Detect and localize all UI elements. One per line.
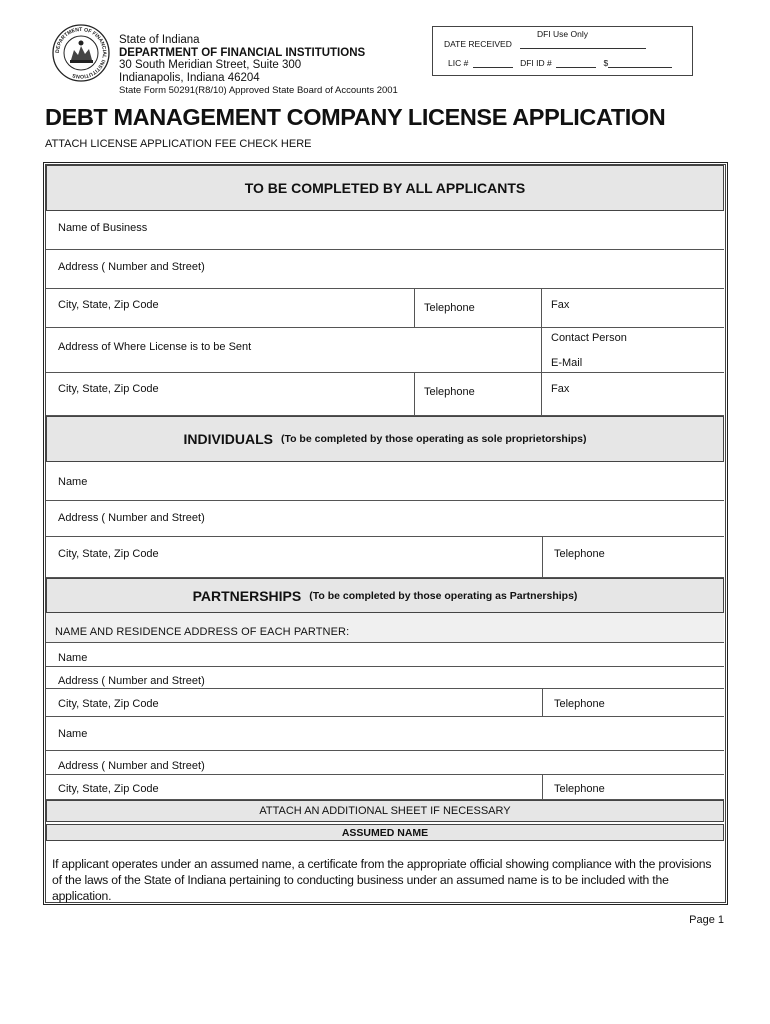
city-address: Indianapolis, Indiana 46204: [119, 71, 260, 84]
business-telephone-field[interactable]: Telephone: [424, 302, 475, 314]
dfi-box-title: DFI Use Only: [536, 29, 588, 39]
attach-sheet-note: ATTACH AN ADDITIONAL SHEET IF NECESSARY: [259, 805, 511, 817]
business-name-field[interactable]: Name of Business: [58, 222, 148, 234]
form-number-note: State Form 50291(R8/10) Approved State Board of Accounts 2001: [119, 85, 398, 97]
license-address-field[interactable]: Address of Where License is to be Sent: [58, 341, 252, 353]
attach-sheet-row: [46, 800, 724, 822]
page-title: DEBT MANAGEMENT COMPANY LICENSE APPLICATION: [45, 104, 666, 130]
partner-2-name-field[interactable]: Name: [58, 728, 88, 740]
contact-person-field[interactable]: Contact Person: [551, 332, 627, 344]
business-fax-field[interactable]: Fax: [551, 299, 570, 311]
all-applicants-heading: TO BE COMPLETED BY ALL APPLICANTS: [244, 180, 526, 196]
partnerships-heading: PARTNERSHIPS: [192, 587, 302, 604]
partner-2-address-field[interactable]: Address ( Number and Street): [58, 760, 205, 772]
individual-telephone-field[interactable]: Telephone: [554, 548, 605, 560]
lic-field[interactable]: [473, 58, 513, 68]
partner-2-telephone-field[interactable]: Telephone: [554, 783, 605, 795]
email-field[interactable]: E-Mail: [551, 357, 583, 369]
partner-1-city-field[interactable]: City, State, Zip Code: [58, 698, 159, 710]
assumed-name-header: [46, 824, 724, 841]
indiana-dfi-seal-icon: [52, 24, 110, 82]
individuals-note: (To be completed by those operating as sole proprietorships): [280, 433, 587, 445]
street-address: 30 South Meridian Street, Suite 300: [119, 59, 302, 72]
date-received-row: [444, 39, 646, 49]
partner-1-name-field[interactable]: Name: [58, 652, 88, 664]
fee-check-instruction: ATTACH LICENSE APPLICATION FEE CHECK HERE: [45, 138, 312, 150]
individual-city-field[interactable]: City, State, Zip Code: [58, 548, 159, 560]
partner-1-address-field[interactable]: Address ( Number and Street): [58, 675, 205, 687]
license-fax-field[interactable]: Fax: [551, 383, 570, 395]
seal-lettering: DEPARTMENT OF FINANCIAL INSTITUTIONS: [54, 26, 108, 80]
department-name: DEPARTMENT OF FINANCIAL INSTITUTIONS: [119, 46, 366, 59]
individual-name-field[interactable]: Name: [58, 476, 88, 488]
license-telephone-field[interactable]: Telephone: [424, 386, 475, 398]
date-received-field[interactable]: [520, 39, 646, 49]
dfi-use-only-box: [432, 26, 693, 76]
all-applicants-header: [46, 165, 724, 211]
date-received-label: DATE RECEIVED: [444, 39, 512, 49]
individuals-heading: INDIVIDUALS: [183, 431, 273, 447]
assumed-name-instruction: If applicant operates under an assumed name, a certificate from the appropriate official showing compliance with the provisions of the laws of the State of Indiana pertaining to conducting business under an assumed name is to be included with the application.: [52, 857, 712, 903]
partnerships-note: (To be completed by those operating as Partnerships): [309, 589, 578, 602]
individual-address-field[interactable]: Address ( Number and Street): [58, 512, 205, 524]
license-id-row: [448, 58, 672, 68]
page-number: Page 1: [689, 914, 724, 926]
license-city-field[interactable]: City, State, Zip Code: [58, 383, 159, 395]
fee-dollar-label: $: [603, 58, 609, 68]
lic-label: LIC #: [448, 58, 469, 68]
dfi-id-label: DFI ID #: [520, 58, 552, 68]
individuals-header: [46, 416, 724, 462]
assumed-name-heading: ASSUMED NAME: [341, 826, 429, 839]
fee-amount-field[interactable]: [608, 58, 672, 68]
partnerships-header: [46, 578, 724, 613]
state-name: State of Indiana: [119, 34, 200, 46]
agency-header: [119, 34, 398, 98]
partner-1-telephone-field[interactable]: Telephone: [554, 698, 605, 710]
business-address-field[interactable]: Address ( Number and Street): [58, 261, 205, 273]
business-city-field[interactable]: City, State, Zip Code: [58, 299, 159, 311]
partner-instruction: NAME AND RESIDENCE ADDRESS OF EACH PARTNER:: [55, 626, 350, 638]
partner-2-city-field[interactable]: City, State, Zip Code: [58, 783, 159, 795]
dfi-id-field[interactable]: [556, 58, 596, 68]
